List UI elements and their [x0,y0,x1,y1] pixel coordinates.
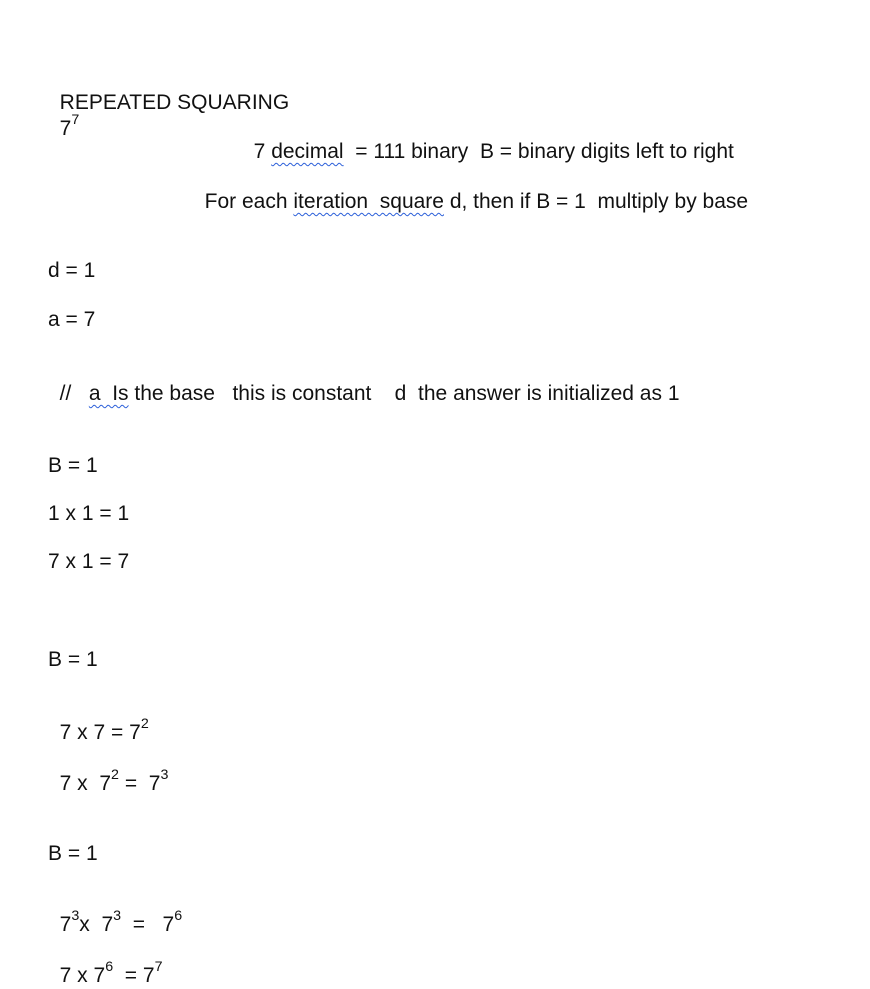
step3-multiply-eq: = 7 [113,964,155,987]
spellcheck-word-decimal: decimal [271,140,344,163]
step3-square-mid: x 7 [79,913,114,936]
step2-multiply-result-exp: 3 [160,767,169,784]
step3-square-left: 7 [59,913,72,936]
step2-square-text: 7 x 7 = 7 [59,721,141,744]
step3-square-eq: = 7 [121,913,175,936]
step2-square [48,694,149,746]
step1-multiply: 7 x 1 = 7 [48,550,130,573]
step1-square: 1 x 1 = 1 [48,502,130,525]
step2-square-exp: 2 [140,716,149,733]
step2-multiply-left-exp: 2 [111,767,119,784]
title-exponent: 7 [71,112,80,129]
spellcheck-words-iteration: iteration square [293,190,444,213]
step1-b: B = 1 [48,454,98,477]
step2-multiply [48,745,168,797]
title-text: REPEATED SQUARING [59,91,290,114]
intro-line-binary [242,113,734,165]
intro-line-iteration [193,163,748,215]
comment-line [48,355,680,407]
comment-prefix: // [59,382,89,405]
step3-square-mid-exp: 3 [113,908,122,925]
step3-multiply-result-exp: 7 [154,959,163,976]
title-base: 7 [59,117,72,140]
step3-square [48,886,182,938]
spellcheck-words-a-is: a Is [88,382,129,405]
comment-text: the base this is constant d the answer is initialized as 1 [128,382,680,405]
step3-b: B = 1 [48,842,98,865]
step2-multiply-eq: = 7 [118,772,161,795]
step3-multiply-left: 7 x 7 [59,964,106,987]
step3-multiply [48,937,163,989]
intro-line2-suffix: d, then if B = 1 multiply by base [443,190,749,213]
step2-b: B = 1 [48,648,98,671]
init-d: d = 1 [48,259,96,282]
step3-multiply-left-exp: 6 [105,959,114,976]
intro-line1-prefix: 7 [253,140,272,163]
step2-multiply-left: 7 x 7 [59,772,112,795]
step3-square-result-exp: 6 [174,908,183,925]
intro-line1-suffix: = 111 binary B = binary digits left to right [343,140,734,163]
init-a: a = 7 [48,308,96,331]
intro-line2-prefix: For each [204,190,294,213]
step3-square-left-exp: 3 [71,908,80,925]
